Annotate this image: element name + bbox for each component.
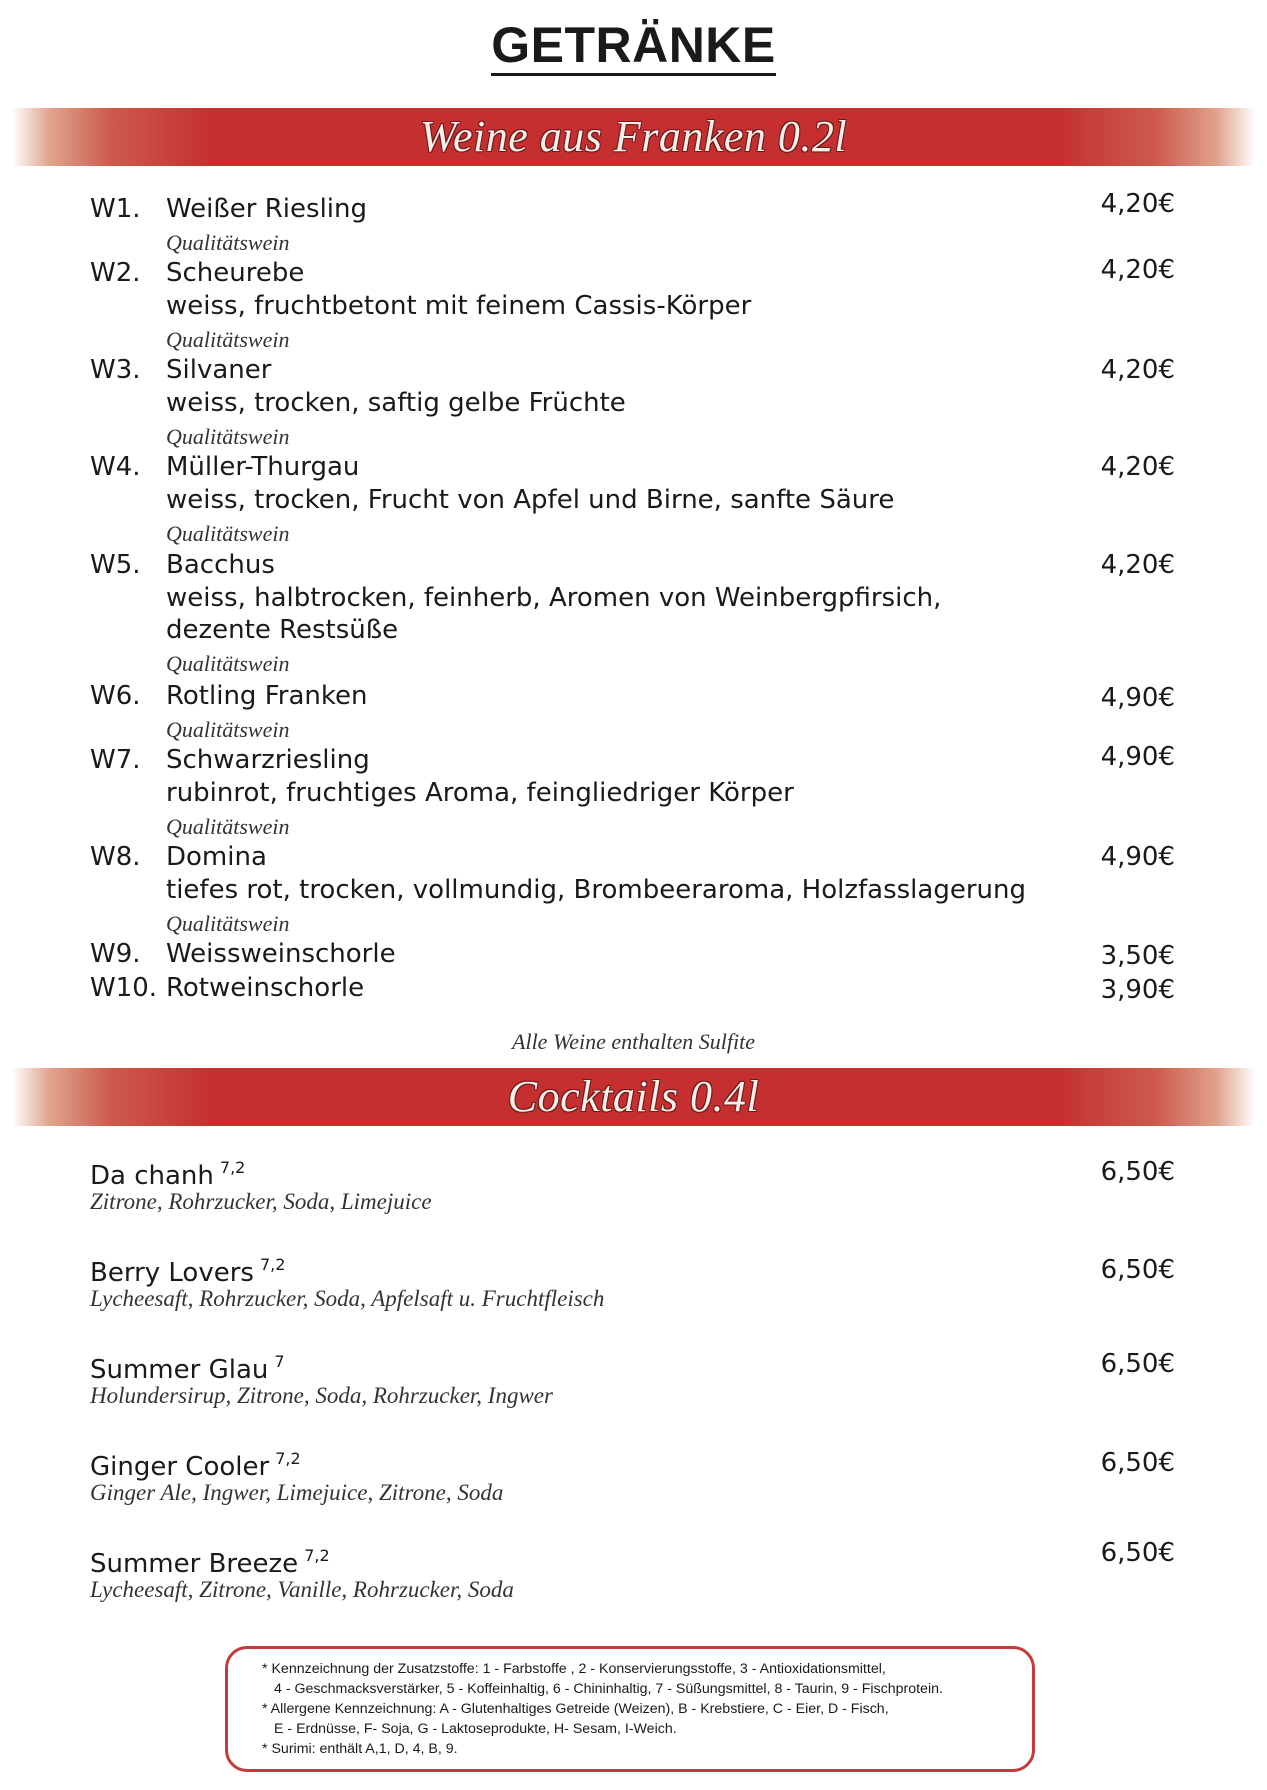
cocktail-price: 6,50€: [1100, 1538, 1175, 1568]
cocktail-name: Berry Lovers $^{7,2}$: [90, 1255, 286, 1288]
wine-quality: Qualitätswein: [166, 230, 290, 255]
wine-name: Müller-Thurgau: [166, 452, 360, 482]
footnote-line: 4 - Geschmacksverstärker, 5 - Koffeinhaltig, 6 - Chininhaltig, 7 - Süßungsmittel, 8 - Taurin, 9 - Fischprotein.: [274, 1681, 943, 1697]
cocktail-name: Ginger Cooler $^{7,2}$: [90, 1449, 301, 1482]
wine-name: Domina: [166, 842, 267, 872]
wine-code: W9.: [90, 939, 141, 969]
wine-name: Rotling Franken: [166, 681, 368, 711]
cocktail-description: Lycheesaft, Zitrone, Vanille, Rohrzucker, Soda: [90, 1577, 514, 1602]
cocktail-price: 6,50€: [1100, 1448, 1175, 1478]
wine-code: W1.: [90, 194, 141, 224]
cocktail-price: 6,50€: [1100, 1255, 1175, 1285]
wine-code: W3.: [90, 355, 141, 385]
cocktail-additives: 7,2: [304, 1546, 330, 1565]
cocktail-price: 6,50€: [1100, 1157, 1175, 1187]
cocktail-additives: 7: [274, 1352, 285, 1371]
cocktail-description: Lycheesaft, Rohrzucker, Soda, Apfelsaft u. Fruchtfleisch: [90, 1286, 605, 1311]
wine-name: Schwarzriesling: [166, 745, 370, 775]
wine-quality: Qualitätswein: [166, 717, 290, 742]
wine-price: 4,20€: [1100, 189, 1175, 219]
wine-code: W6.: [90, 681, 141, 711]
wine-price: 4,20€: [1100, 255, 1175, 285]
wine-name: Weißer Riesling: [166, 194, 367, 224]
wine-price: 3,90€: [1100, 975, 1175, 1005]
wine-code: W8.: [90, 842, 141, 872]
cocktails-section-heading: Cocktails 0.4l: [507, 1072, 760, 1121]
wine-name: Bacchus: [166, 550, 275, 580]
wine-code: W10.: [90, 973, 158, 1003]
cocktail-name: Summer Breeze $^{7,2}$: [90, 1546, 330, 1579]
wine-description: weiss, trocken, Frucht von Apfel und Birne, sanfte Säure: [166, 485, 895, 515]
cocktail-name: Da chanh $^{7,2}$: [90, 1158, 246, 1191]
wine-description: weiss, trocken, saftig gelbe Früchte: [166, 388, 626, 418]
cocktail-additives: 7,2: [219, 1158, 246, 1177]
wine-code: W5.: [90, 550, 141, 580]
wine-quality: Qualitätswein: [166, 521, 290, 546]
wine-name: Weissweinschorle: [166, 939, 396, 969]
wine-description: rubinrot, fruchtiges Aroma, feingliedriger Körper: [166, 778, 794, 808]
wine-price: 3,50€: [1100, 941, 1175, 971]
wine-price: 4,20€: [1100, 550, 1175, 580]
wine-code: W4.: [90, 452, 141, 482]
wine-price: 4,90€: [1100, 842, 1175, 872]
footnote-line: * Allergene Kennzeichnung: A - Glutenhaltiges Getreide (Weizen), B - Krebstiere, C - Eier, D - Fisch,: [262, 1701, 889, 1717]
cocktail-description: Zitrone, Rohrzucker, Soda, Limejuice: [90, 1189, 432, 1214]
wine-name: Rotweinschorle: [166, 973, 365, 1003]
cocktail-price: 6,50€: [1100, 1349, 1175, 1379]
wine-name: Silvaner: [166, 355, 272, 385]
wine-quality: Qualitätswein: [166, 424, 290, 449]
wine-name: Scheurebe: [166, 258, 305, 288]
cocktails-section-banner: [12, 1068, 1255, 1126]
footnote-line: * Kennzeichnung der Zusatzstoffe: 1 - Farbstoffe , 2 - Konservierungsstoffe, 3 - Antioxidationsmittel,: [262, 1661, 886, 1677]
cocktail-name: Summer Glau $^7$: [90, 1352, 285, 1385]
wine-code: W7.: [90, 745, 141, 775]
footnote-line: * Surimi: enthält A,1, D, 4, B, 9.: [262, 1741, 458, 1757]
sulfite-note: Alle Weine enthalten Sulfite: [512, 1029, 755, 1054]
cocktail-additives: 7,2: [259, 1255, 286, 1274]
wine-price: 4,20€: [1100, 355, 1175, 385]
wine-quality: Qualitätswein: [166, 911, 290, 936]
footnote-line: E - Erdnüsse, F- Soja, G - Laktoseprodukte, H- Sesam, I-Weich.: [274, 1721, 677, 1737]
wine-quality: Qualitätswein: [166, 327, 290, 352]
wine-description: tiefes rot, trocken, vollmundig, Brombeeraroma, Holzfasslagerung: [166, 875, 1026, 905]
wine-description: weiss, fruchtbetont mit feinem Cassis-Körper: [166, 291, 752, 321]
wine-code: W2.: [90, 258, 141, 288]
wine-quality: Qualitätswein: [166, 651, 290, 676]
page-title: GETRÄNKE: [0, 16, 1267, 74]
wine-description: weiss, halbtrocken, feinherb, Aromen von Weinbergpfirsich,: [166, 583, 942, 613]
wines-section-banner: [12, 108, 1255, 166]
wines-section-heading: Weine aus Franken 0.2l: [419, 112, 848, 161]
cocktail-description: Ginger Ale, Ingwer, Limejuice, Zitrone, Soda: [90, 1480, 504, 1505]
wine-description: dezente Restsüße: [166, 615, 399, 645]
additives-allergens-footnote: [225, 1646, 1035, 1772]
wine-price: 4,90€: [1100, 683, 1175, 713]
wine-quality: Qualitätswein: [166, 814, 290, 839]
cocktail-additives: 7,2: [275, 1449, 301, 1468]
wine-price: 4,20€: [1100, 452, 1175, 482]
wine-price: 4,90€: [1100, 742, 1175, 772]
cocktail-description: Holundersirup, Zitrone, Soda, Rohrzucker, Ingwer: [90, 1383, 553, 1408]
